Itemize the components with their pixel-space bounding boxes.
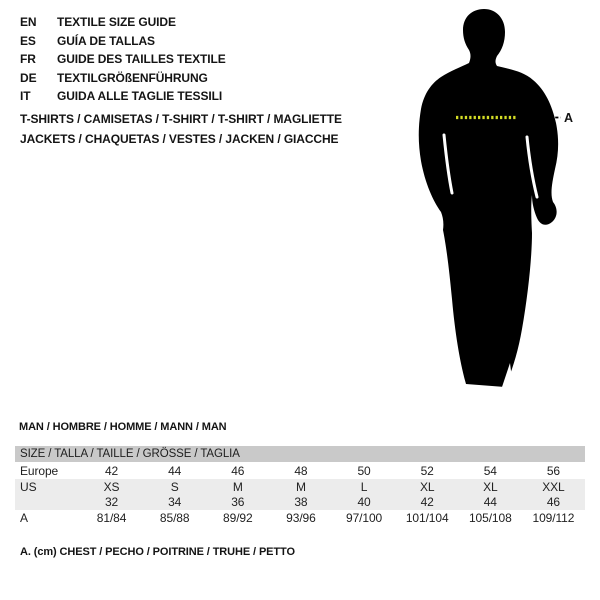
section-title-man: MAN / HOMBRE / HOMME / MANN / MAN — [19, 421, 227, 433]
size-table-header: SIZE / TALLA / TAILLE / GRÖSSE / TAGLIA — [15, 446, 585, 462]
table-cell: S — [170, 479, 179, 494]
table-cell: 42 — [420, 495, 434, 510]
language-row — [20, 13, 226, 32]
garment-categories — [20, 110, 342, 149]
measure-label-a: A — [564, 111, 573, 125]
table-cell: 89/92 — [223, 511, 253, 525]
table-cell: 46 — [546, 495, 561, 510]
table-cell: 85/88 — [159, 511, 190, 525]
language-title: GUIDA ALLE TAGLIE TESSILI — [57, 89, 223, 104]
table-cell: 97/100 — [346, 511, 383, 525]
table-cell: 52 — [420, 463, 434, 478]
table-row-chest-cm — [15, 510, 585, 526]
table-cell: 93/96 — [286, 511, 316, 525]
table-row-us-letter — [15, 479, 585, 495]
man-silhouette — [415, 5, 575, 390]
language-list — [20, 13, 226, 106]
table-cell: XS — [103, 479, 120, 494]
language-row — [20, 50, 226, 69]
table-cell: 34 — [168, 495, 182, 510]
language-code: DE — [20, 70, 37, 85]
table-cell: 38 — [294, 495, 308, 510]
table-cell: 109/112 — [532, 511, 575, 525]
row-label: A — [20, 511, 28, 525]
category-line-jackets: JACKETS / CHAQUETAS / VESTES / JACKEN / GIACCHE — [20, 131, 339, 146]
table-cell: 44 — [483, 495, 497, 510]
table-cell: M — [232, 479, 243, 494]
language-row — [20, 87, 226, 106]
table-row-europe — [15, 462, 585, 479]
language-title: TEXTILGRÖßENFÜHRUNG — [57, 70, 208, 85]
table-cell: 42 — [104, 463, 119, 478]
table-cell: XXL — [542, 479, 565, 494]
row-label: US — [20, 479, 37, 494]
table-cell: 46 — [231, 463, 245, 478]
row-label: Europe — [20, 463, 59, 478]
table-cell: L — [360, 479, 368, 494]
language-row — [20, 69, 226, 88]
table-cell: 105/108 — [468, 511, 512, 525]
table-cell: 50 — [357, 463, 371, 478]
language-code: FR — [20, 52, 36, 67]
category-line-tshirts: T-SHIRTS / CAMISETAS / T-SHIRT / T-SHIRT / MAGLIETTE — [20, 112, 342, 126]
language-code: ES — [20, 33, 36, 48]
language-title: GUÍA DE TALLAS — [57, 33, 155, 48]
table-cell: M — [295, 479, 306, 494]
size-table — [15, 446, 585, 526]
table-cell: 44 — [168, 463, 182, 478]
table-row-us-numeric — [15, 495, 585, 511]
table-cell: 32 — [104, 495, 119, 510]
table-cell: XL — [419, 479, 435, 494]
language-row — [20, 32, 226, 51]
language-code: IT — [20, 89, 31, 104]
language-title: GUIDE DES TAILLES TEXTILE — [57, 52, 226, 67]
table-cell: 48 — [294, 463, 308, 478]
table-cell: XL — [483, 479, 498, 494]
table-cell: 56 — [546, 463, 561, 478]
language-code: EN — [20, 15, 37, 30]
language-title: TEXTILE SIZE GUIDE — [57, 15, 176, 30]
table-cell: 36 — [231, 495, 245, 510]
table-cell: 101/104 — [405, 511, 449, 525]
table-cell: 40 — [357, 495, 371, 510]
table-cell: 54 — [483, 463, 497, 478]
measure-footnote: A. (cm) CHEST / PECHO / POITRINE / TRUHE / PETTO — [20, 546, 295, 558]
table-cell: 81/84 — [96, 511, 127, 525]
